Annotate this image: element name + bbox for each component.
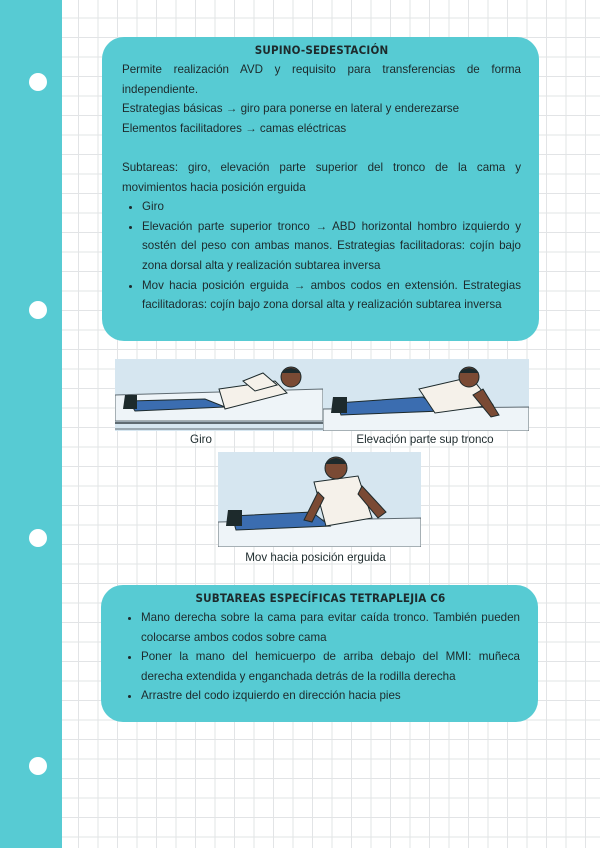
figure-upright-movement [218, 452, 421, 547]
notebook-binding-strip [0, 0, 62, 848]
basic-strategies-text: Estrategias básicas → giro para ponerse en lateral y enderezarse [122, 102, 460, 116]
list-item: • Elevación parte superior tronco → ABD horizontal hombro izquierdo y sostén del peso con ambas manos. Estrategias facilitadoras: cojín bajo zona dorsal alta y realización subtarea inversa [142, 217, 521, 276]
facilitators-text: Elementos facilitadores → camas eléctricas [122, 121, 347, 135]
binder-hole [29, 529, 47, 547]
binder-hole [29, 73, 47, 91]
figure-trunk-elevation [323, 359, 529, 431]
list-item: • Poner la mano del hemicuerpo de arriba debajo del MMI: muñeca derecha extendida y enganchada detrás de la rodilla derecha [141, 647, 520, 686]
caption-giro: Giro [190, 433, 212, 446]
card-title: SUBTAREAS ESPECÍFICAS TETRAPLEJIA C6 [195, 591, 446, 605]
c6-tetraplegia-card [101, 585, 538, 722]
figure-giro [115, 359, 323, 431]
subtasks-text: Subtareas: giro, elevación parte superior del tronco de la cama y movimientos hacia posición erguida [122, 160, 521, 194]
subtask-list [122, 197, 521, 315]
caption-upright-movement: Mov hacia posición erguida [245, 551, 386, 564]
caption-trunk-elevation: Elevación parte sup tronco [356, 433, 494, 446]
c6-subtask-list [121, 608, 520, 706]
binder-hole [29, 301, 47, 319]
binder-hole [29, 757, 47, 775]
supine-sitting-card [102, 37, 539, 341]
list-item: • Mano derecha sobre la cama para evitar caída tronco. También pueden colocarse ambos codos sobre cama [141, 608, 520, 647]
list-item: • Mov hacia posición erguida → ambos codos en extensión. Estrategias facilitadoras: cojín bajo zona dorsal alta y realización subtarea inversa [142, 276, 521, 315]
list-item: • Giro [142, 197, 521, 217]
card-title: SUPINO-SEDESTACIÓN [254, 43, 389, 57]
intro-text: Permite realización AVD y requisito para transferencias de forma independiente. [122, 63, 521, 96]
list-item: • Arrastre del codo izquierdo en dirección hacia pies [141, 686, 520, 706]
